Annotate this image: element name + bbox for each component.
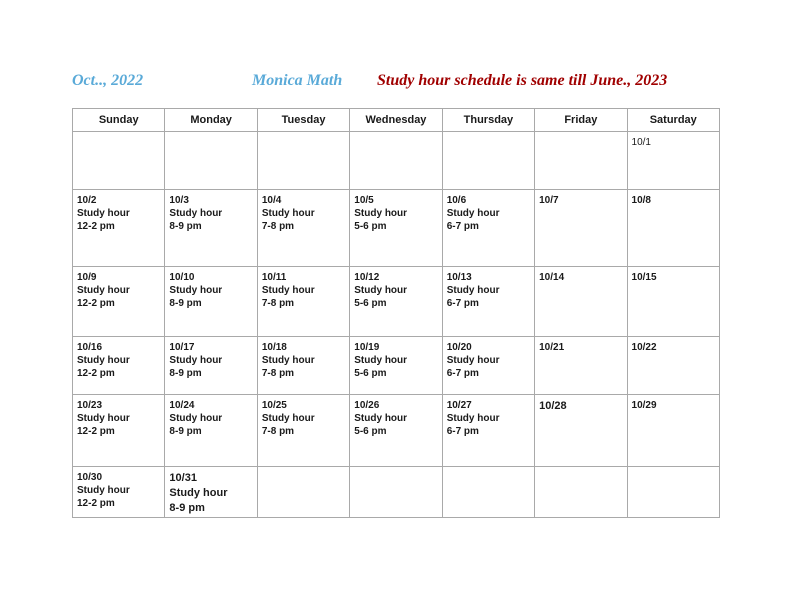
empty-day-cell (535, 132, 627, 190)
day-cell (257, 395, 349, 467)
day-number: 10/14 (539, 272, 565, 283)
weekday-header: Tuesday (257, 109, 349, 132)
day-cell (627, 395, 719, 467)
day-number: 10/8 (631, 195, 651, 206)
study-time: 5-6 pm (354, 426, 387, 437)
weekday-header-row (73, 109, 720, 132)
weekday-header: Wednesday (350, 109, 442, 132)
day-cell (442, 337, 534, 395)
empty-day-cell (257, 467, 349, 518)
day-number: 10/27 (446, 400, 472, 411)
day-cell (73, 267, 165, 337)
study-label: Study hour (77, 485, 130, 496)
day-number: 10/9 (77, 272, 97, 283)
empty-day-cell (350, 132, 442, 190)
study-label: Study hour (354, 355, 408, 366)
day-number: 10/3 (169, 195, 189, 206)
day-number: 10/12 (354, 272, 380, 283)
study-time: 7-8 pm (261, 221, 295, 232)
day-cell (535, 267, 627, 337)
empty-day-cell (442, 467, 534, 518)
weekday-header: Sunday (73, 109, 165, 132)
day-cell (442, 190, 534, 267)
study-time: 12-2 pm (77, 298, 115, 309)
day-number: 10/15 (631, 272, 657, 283)
study-time: 12-2 pm (77, 498, 115, 509)
day-cell (350, 190, 442, 267)
day-number: 10/23 (77, 400, 103, 411)
student-name: Monica Math (252, 72, 343, 89)
weekday-header: Monday (165, 109, 257, 132)
day-cell (535, 190, 627, 267)
day-number: 10/28 (539, 400, 567, 412)
day-cell (165, 467, 257, 518)
day-number: 10/24 (169, 400, 195, 411)
study-label: Study hour (77, 355, 130, 366)
week-row (73, 267, 720, 337)
day-cell (165, 395, 257, 467)
study-label: Study hour (169, 413, 223, 424)
day-cell (627, 337, 719, 395)
day-cell (165, 190, 257, 267)
day-number: 10/4 (261, 195, 282, 206)
day-cell (257, 337, 349, 395)
day-cell (165, 337, 257, 395)
study-time: 6-7 pm (446, 368, 479, 379)
day-cell (350, 267, 442, 337)
day-number: 10/29 (631, 400, 657, 411)
study-time: 7-8 pm (261, 368, 295, 379)
day-cell (350, 395, 442, 467)
study-label: Study hour (261, 208, 315, 219)
day-number: 10/16 (77, 342, 103, 353)
day-number: 10/22 (631, 342, 657, 353)
study-label: Study hour (261, 285, 315, 296)
day-cell (535, 337, 627, 395)
month-title: Oct.., 2022 (72, 72, 144, 89)
study-label: Study hour (261, 413, 315, 424)
study-label: Study hour (169, 208, 223, 219)
day-cell (627, 190, 719, 267)
study-label: Study hour (446, 413, 500, 424)
empty-day-cell (627, 467, 719, 518)
study-time: 8-9 pm (169, 502, 205, 514)
day-number: 10/17 (169, 342, 195, 353)
study-time: 7-8 pm (261, 298, 295, 309)
day-number: 10/18 (261, 342, 287, 353)
study-label: Study hour (354, 285, 408, 296)
schedule-note: Study hour schedule is same till June., 2023 (377, 72, 668, 89)
day-number: 10/1 (631, 137, 651, 148)
study-time: 5-6 pm (354, 298, 387, 309)
study-label: Study hour (77, 285, 130, 296)
day-cell (442, 395, 534, 467)
day-cell (165, 267, 257, 337)
day-cell (627, 267, 719, 337)
weekday-header: Thursday (442, 109, 534, 132)
week-row (73, 190, 720, 267)
page-header (72, 72, 720, 94)
study-time: 8-9 pm (169, 426, 202, 437)
study-label: Study hour (354, 208, 408, 219)
day-number: 10/2 (77, 195, 97, 206)
study-label: Study hour (354, 413, 408, 424)
day-number: 10/19 (354, 342, 380, 353)
study-time: 6-7 pm (446, 221, 479, 232)
calendar-table (72, 108, 720, 518)
study-time: 8-9 pm (169, 221, 202, 232)
study-label: Study hour (261, 355, 315, 366)
day-number: 10/13 (446, 272, 472, 283)
study-label: Study hour (169, 285, 223, 296)
empty-day-cell (350, 467, 442, 518)
week-row (73, 467, 720, 518)
study-label: Study hour (169, 487, 228, 499)
day-number: 10/11 (261, 272, 287, 283)
weekday-header: Saturday (627, 109, 719, 132)
day-number: 10/21 (539, 342, 565, 353)
day-cell (257, 267, 349, 337)
day-cell (73, 337, 165, 395)
day-number: 10/6 (446, 195, 467, 206)
week-row (73, 395, 720, 467)
empty-day-cell (257, 132, 349, 190)
study-time: 8-9 pm (169, 368, 202, 379)
day-number: 10/25 (261, 400, 287, 411)
study-label: Study hour (446, 208, 500, 219)
day-cell (73, 467, 165, 518)
empty-day-cell (535, 467, 627, 518)
study-time: 7-8 pm (261, 426, 295, 437)
empty-day-cell (165, 132, 257, 190)
day-cell (442, 267, 534, 337)
day-cell (257, 190, 349, 267)
day-number: 10/20 (446, 342, 472, 353)
study-label: Study hour (77, 413, 130, 424)
day-number: 10/7 (539, 195, 559, 206)
study-time: 12-2 pm (77, 368, 115, 379)
empty-day-cell (442, 132, 534, 190)
study-time: 6-7 pm (446, 298, 479, 309)
empty-day-cell (73, 132, 165, 190)
weekday-header: Friday (535, 109, 627, 132)
study-time: 6-7 pm (446, 426, 479, 437)
study-time: 5-6 pm (354, 221, 387, 232)
study-label: Study hour (77, 208, 130, 219)
day-number: 10/10 (169, 272, 195, 283)
week-row (73, 337, 720, 395)
day-cell (73, 395, 165, 467)
day-cell (627, 132, 719, 190)
day-number: 10/31 (169, 472, 197, 484)
study-time: 12-2 pm (77, 221, 115, 232)
day-cell (350, 337, 442, 395)
study-label: Study hour (169, 355, 223, 366)
day-cell (73, 190, 165, 267)
study-time: 8-9 pm (169, 298, 202, 309)
study-time: 12-2 pm (77, 426, 115, 437)
study-label: Study hour (446, 285, 500, 296)
day-cell (535, 395, 627, 467)
day-number: 10/26 (354, 400, 380, 411)
study-time: 5-6 pm (354, 368, 387, 379)
day-number: 10/30 (77, 472, 103, 483)
study-label: Study hour (446, 355, 500, 366)
week-row (73, 132, 720, 190)
day-number: 10/5 (354, 195, 374, 206)
